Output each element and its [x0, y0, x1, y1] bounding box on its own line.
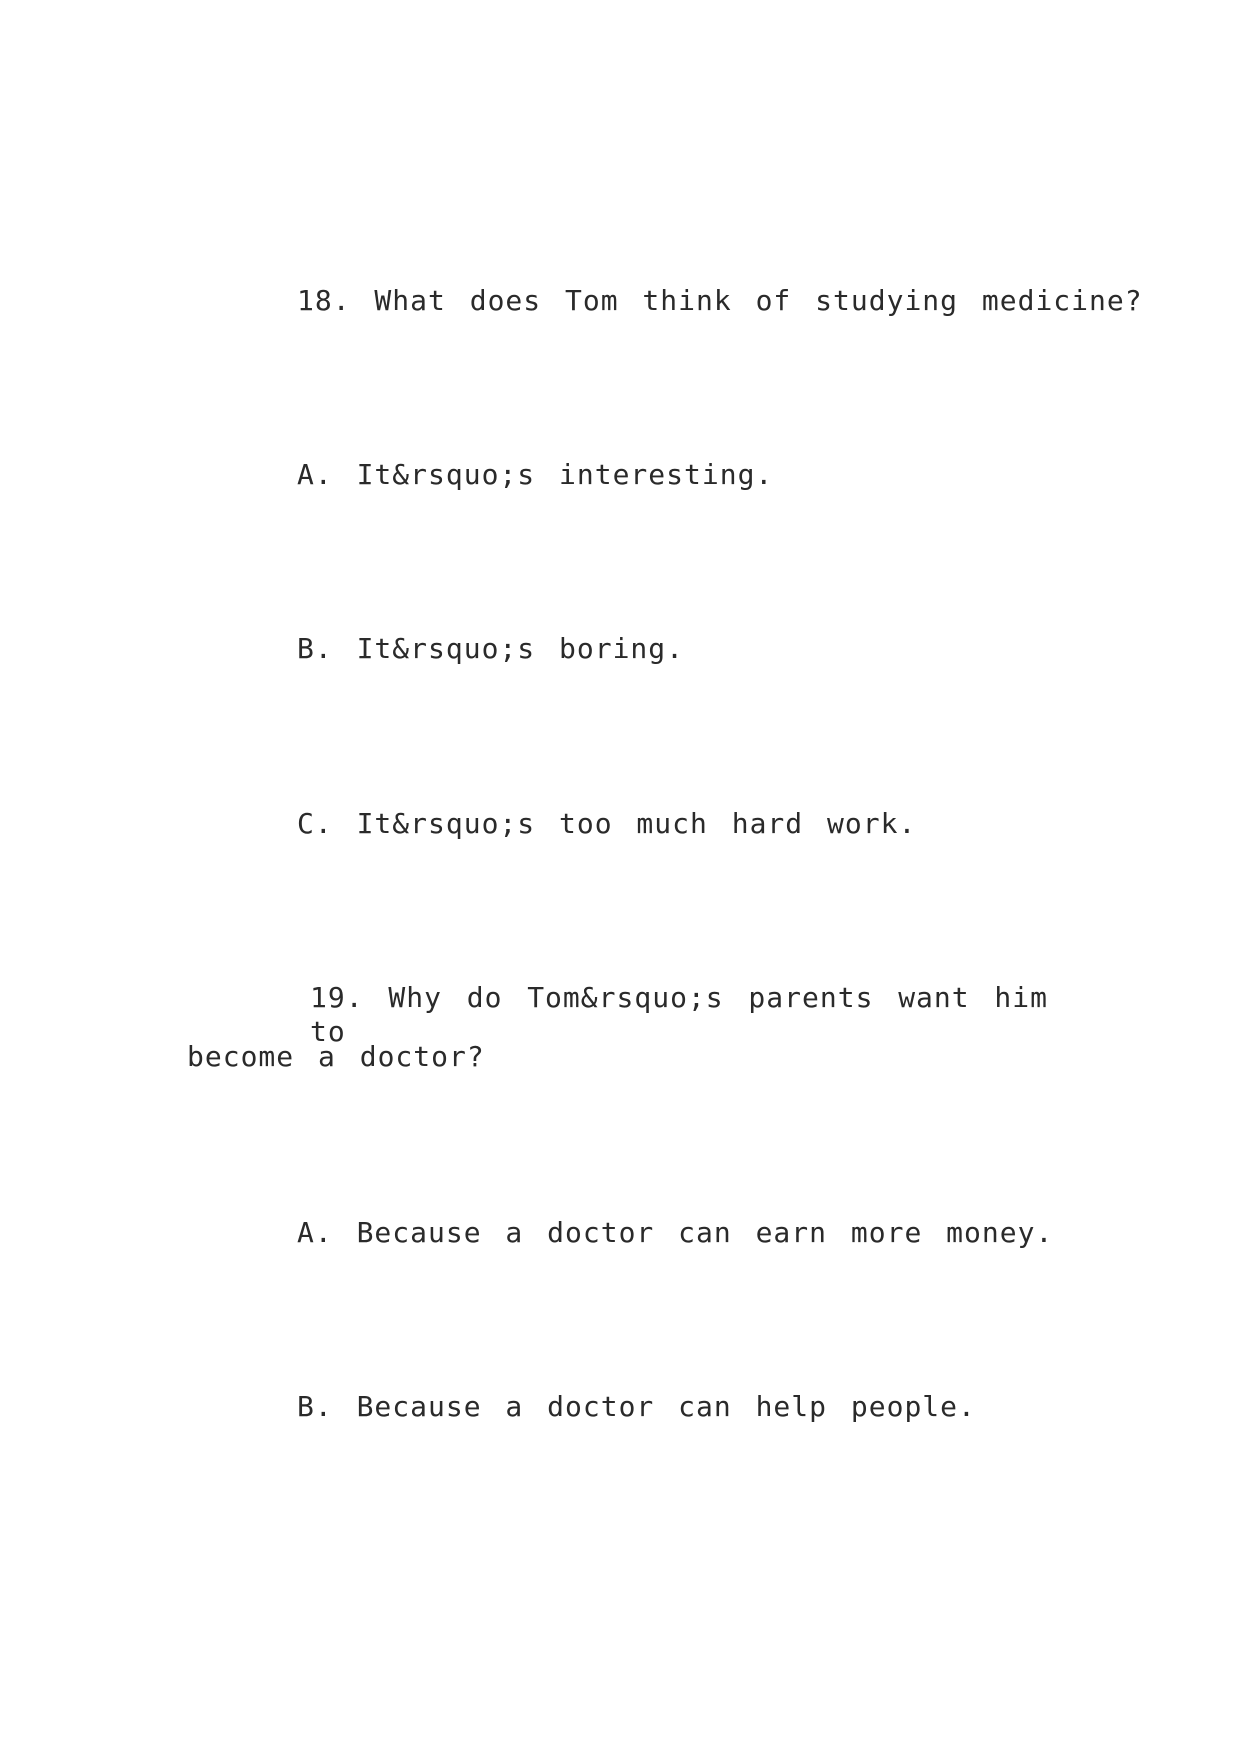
question-19-stem-line-2: become a doctor?: [187, 1040, 485, 1073]
question-19-option-b: B. Because a doctor can help people.: [297, 1390, 976, 1423]
question-19-stem-line-1: 19. Why do Tom&rsquo;s parents want him to: [310, 981, 1048, 1048]
question-18-stem: 18. What does Tom think of studying medicine?: [297, 284, 1143, 317]
question-18-option-a: A. It&rsquo;s interesting.: [297, 458, 774, 491]
question-18-option-c: C. It&rsquo;s too much hard work.: [297, 807, 917, 840]
question-18-option-b: B. It&rsquo;s boring.: [297, 632, 685, 665]
question-19-option-a: A. Because a doctor can earn more money.: [297, 1216, 1054, 1249]
